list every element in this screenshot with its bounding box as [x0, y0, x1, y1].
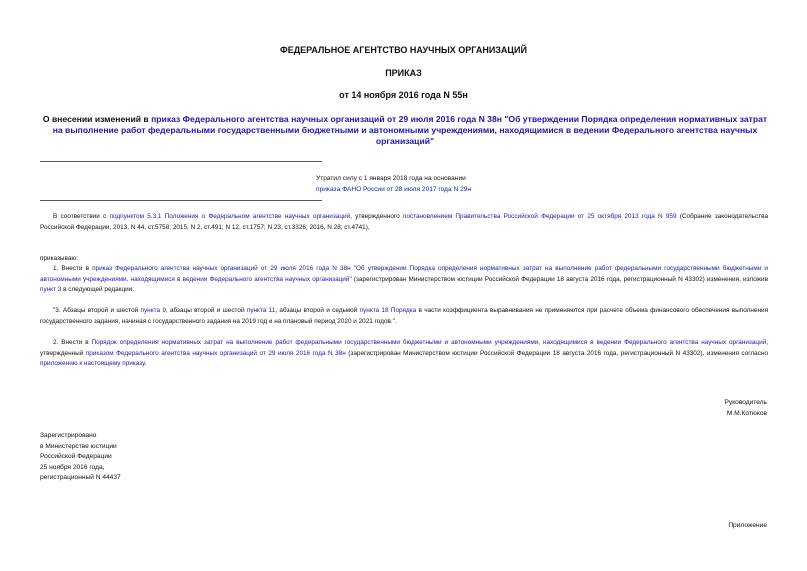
divider-bottom [40, 200, 322, 201]
item2-text-2: , утвержденный [40, 339, 768, 357]
lost-force-note [316, 173, 471, 195]
point9-link[interactable]: пункта 9 [140, 307, 166, 314]
registration-line-5: регистрационный N 44437 [40, 474, 121, 481]
registration-line-4: 25 ноября 2016 года, [40, 463, 105, 471]
title-prefix: О внесении изменений в [42, 114, 152, 124]
lost-force-link[interactable]: приказа ФАНО России от 28 июля 2017 года N 29н [316, 186, 472, 193]
point18-link[interactable]: пункта 18 Порядка [359, 307, 417, 314]
order-word: приказываю: [40, 255, 78, 262]
quote-text-2: , абзацы второй и шестой [165, 307, 247, 314]
document-title [40, 114, 770, 147]
registration-line-3: Российской Федерации [40, 453, 112, 460]
quote-text-4: в части коэффициента выравнивания не применяются при расчете объема финансового обеспечения выполнения государственного задания, начиная с государственного задания на 2019 год и на плановый период 2020 и 2021 годов.". [40, 307, 769, 325]
quote-text-1: "3. Абзацы второй и шестой [53, 307, 141, 314]
quote-text-3: , абзацы второй и седьмой [275, 307, 360, 314]
signature-position: Руководитель [724, 399, 767, 406]
government-decree-link[interactable]: постановлением Правительства Российской Федерации от 25 октября 2013 года N 959 [402, 213, 677, 220]
item1-point3-link[interactable]: пункт 3 [40, 286, 62, 293]
agency-heading: ФЕДЕРАЛЬНОЕ АГЕНТСТВО НАУЧНЫХ ОРГАНИЗАЦИЙ [280, 45, 527, 55]
doc-type-heading: ПРИКАЗ [385, 68, 422, 78]
preamble-text-2: , утвержденного [350, 213, 403, 220]
item2-text-4: . [144, 360, 147, 367]
signature-name: М.М.Котюков [726, 409, 767, 417]
title-order-link[interactable]: приказ Федерального агентства научных организаций от 29 июля 2016 года N 38н "Об утверждении Порядка определения нормативных затрат на выполнение работ федеральными государственными бюджетными и автономными учреждениями, находящимися в ведении Федерального агентства научных организаций" [52, 114, 768, 146]
item1-text-3: в следующей редакции: [61, 286, 135, 293]
point11-link[interactable]: пункта 11 [246, 307, 276, 314]
item1-text-2: (зарегистрирован Министерством юстиции Российской Федерации 18 августа 2016 года, регистрационный N 43302) изменения, изложив [351, 275, 768, 283]
item2-text-1: 2. Внести в [53, 339, 92, 346]
registration-line-1: Зарегистрировано [40, 432, 97, 439]
approving-order-link[interactable]: приказом Федерального агентства научных организаций от 29 июля 2016 года N 38н [85, 349, 346, 357]
preamble-paragraph [40, 212, 768, 233]
appendix-label: Приложение [728, 522, 767, 529]
date-number-heading: от 14 ноября 2016 года N 55н [339, 90, 468, 100]
preamble-text-3: (Собрание законодательства Российской Федерации, 2013, N 44, ст.5758; 2015, N 2, ст.491; N 12, ст.1757; N 23, ст.3326; 2016, N 28, ст.4741), [40, 213, 769, 231]
signature-block [725, 398, 767, 419]
registration-line-2: в Министерстве юстиции [40, 442, 117, 450]
registration-block [40, 431, 121, 484]
item-2-paragraph [40, 338, 768, 370]
procedure-link[interactable]: Порядок определения нормативных затрат на выполнение работ федеральными государственными бюджетными и автономными учреждениями, находящимися в ведении Федерального агентства научных организаций [91, 339, 767, 346]
item2-text-3: (зарегистрирован Министерством юстиции Российской Федерации 18 августа 2016 года, регистрационный N 43302), изменения согласно [345, 349, 768, 357]
quote-paragraph [40, 306, 768, 327]
item-1-paragraph [40, 264, 768, 296]
lost-force-text: Утратил силу с 1 января 2018 года на основании [316, 175, 466, 182]
preamble-text-1: В соответствии с [53, 213, 110, 220]
appendix-link[interactable]: приложению к настоящему приказу [40, 360, 145, 367]
regulation-link[interactable]: подпунктом 5.3.1 Положения о Федеральном агентстве научных организаций [109, 213, 351, 220]
item1-text-1: 1. Внести в [53, 265, 93, 272]
divider-top [40, 161, 322, 162]
item1-order-link[interactable]: приказ Федерального агентства научных организаций от 29 июля 2016 года N 38н "Об утверждении Порядка определения нормативных затрат на выполнение работ федеральными государственными бюджетными и автономными учреждениями, находящимися в ведении Федерального агентства научных организаций" [40, 265, 769, 283]
